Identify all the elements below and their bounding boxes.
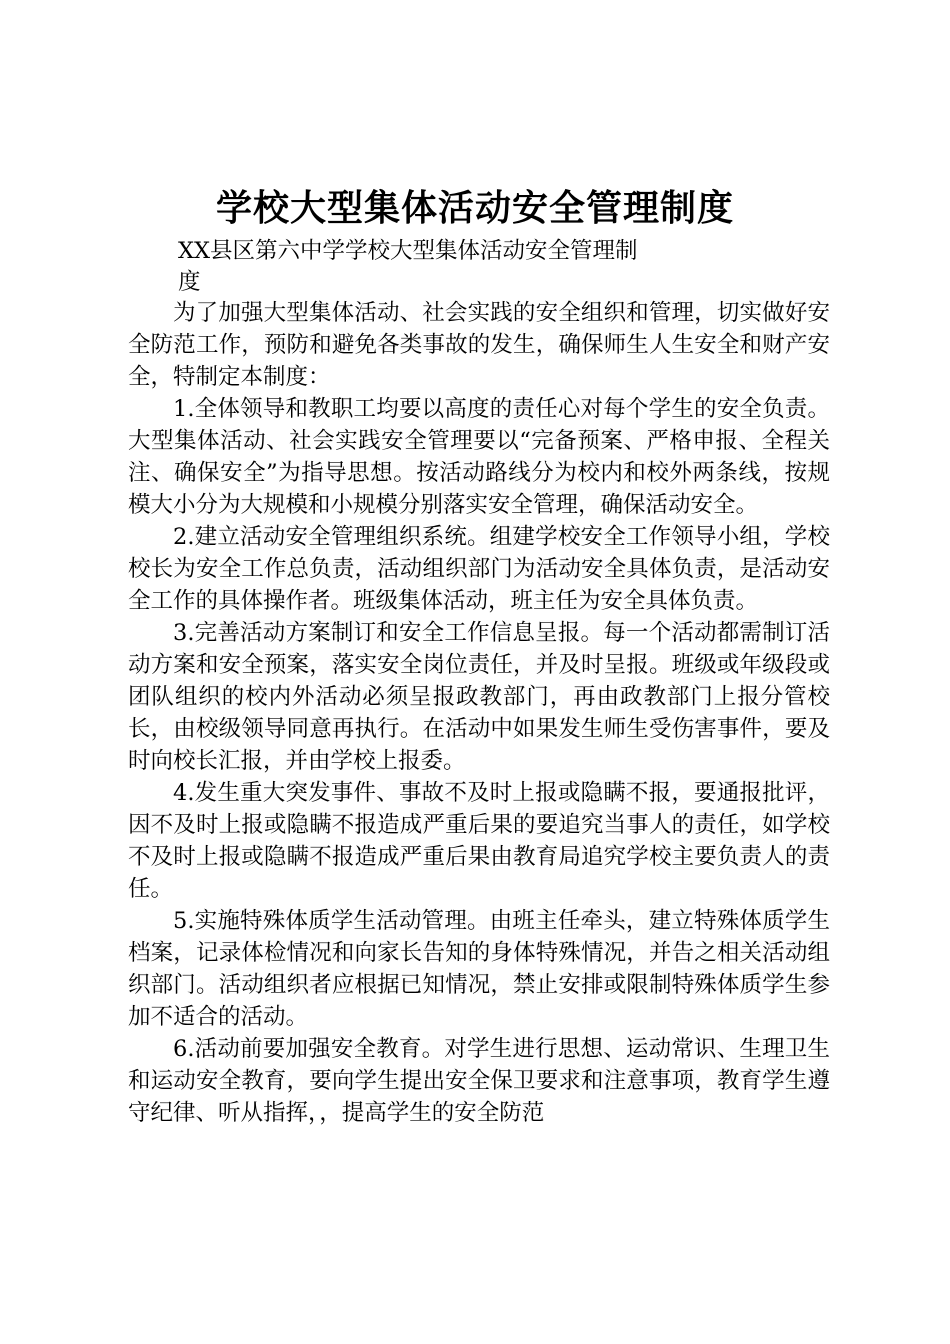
document-body: [128, 297, 830, 1129]
paragraph-item-2: 2.建立活动安全管理组织系统。组建学校安全工作领导小组，学校校长为安全工作总负责，活动组织部门为活动安全具体负责，是活动安全工作的具体操作者。班级集体活动，班主任为安全具体负责。: [128, 524, 830, 614]
document-subtitle: XX县区第六中学学校大型集体活动安全管理制度: [178, 238, 638, 295]
paragraph-item-1: 1.全体领导和教职工均要以高度的责任心对每个学生的安全负责。大型集体活动、社会实践安全管理要以“完备预案、严格申报、全程关注、确保安全”为指导思想。按活动路线分为校内和校外两条线，按规模大小分为大规模和小规模分别落实安全管理，确保活动安全。: [128, 396, 830, 518]
paragraph-item-6: 6.活动前要加强安全教育。对学生进行思想、运动常识、生理卫生和运动安全教育，要向学生提出安全保卫要求和注意事项，教育学生遵守纪律、听从指挥，，提高学生的安全防范: [128, 1036, 830, 1126]
paragraph-item-3: 3.完善活动方案制订和安全工作信息呈报。每一个活动都需制订活动方案和安全预案，落实安全岗位责任，并及时呈报。班级或年级段或团队组织的校内外活动必须呈报政教部门，再由政教部门上报分管校长，由校级领导同意再执行。在活动中如果发生师生受伤害事件，要及时向校长汇报，并由学校上报委。: [128, 620, 830, 774]
document-title: 学校大型集体活动安全管理制度: [215, 188, 734, 229]
paragraph-item-4: 4.发生重大突发事件、事故不及时上报或隐瞒不报，要通报批评，因不及时上报或隐瞒不报造成严重后果的要追究当事人的责任，如学校不及时上报或隐瞒不报造成严重后果由教育局追究学校主要负责人的责任。: [128, 780, 830, 902]
paragraph-intro: 为了加强大型集体活动、社会实践的安全组织和管理，切实做好安全防范工作，预防和避免各类事故的发生，确保师生人生安全和财产安全，特制定本制度：: [128, 300, 830, 390]
paragraph-item-5: 5.实施特殊体质学生活动管理。由班主任牵头，建立特殊体质学生档案，记录体检情况和向家长告知的身体特殊情况，并告之相关活动组织部门。活动组织者应根据已知情况，禁止安排或限制特殊体质学生参加不适合的活动。: [128, 908, 830, 1030]
